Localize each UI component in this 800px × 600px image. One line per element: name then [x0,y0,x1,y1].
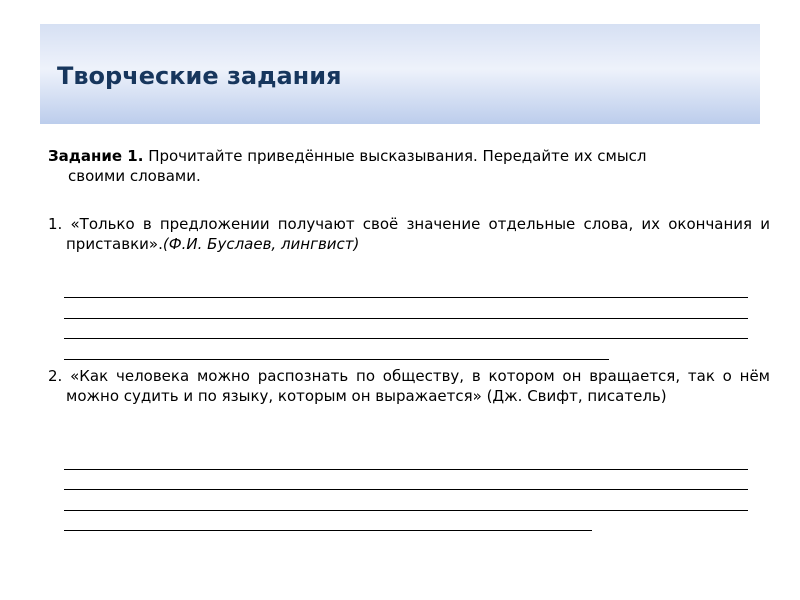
task-text-line2: своими словами. [68,167,201,185]
quote-2 [48,366,770,406]
answer-line [64,297,748,298]
answer-line [64,530,592,531]
answer-line [64,359,609,360]
answer-line [64,510,748,511]
quote-1-text: «Только в предложении получают своё значение отдельные слова, их окончания и приставки». [66,215,770,253]
quote-1 [48,214,770,254]
answer-line [64,489,748,490]
quote-1-author: (Ф.И. Буслаев, лингвист) [162,235,360,253]
answer-line [64,469,748,470]
task-label: Задание 1. [48,147,144,165]
task-instruction [48,146,752,186]
quote-1-number: 1. [48,215,63,233]
answer-line [64,338,748,339]
quote-2-text: «Как человека можно распознать по обществу, в котором он вращается, так о нём можно судить и по языку, которым он выражается» (Дж. Свифт, писатель) [66,367,770,405]
answer-line [64,318,748,319]
quote-2-number: 2. [48,367,63,385]
slide-title: Творческие задания [57,62,342,90]
task-text-line1: Прочитайте приведённые высказывания. Передайте их смысл [148,147,647,165]
